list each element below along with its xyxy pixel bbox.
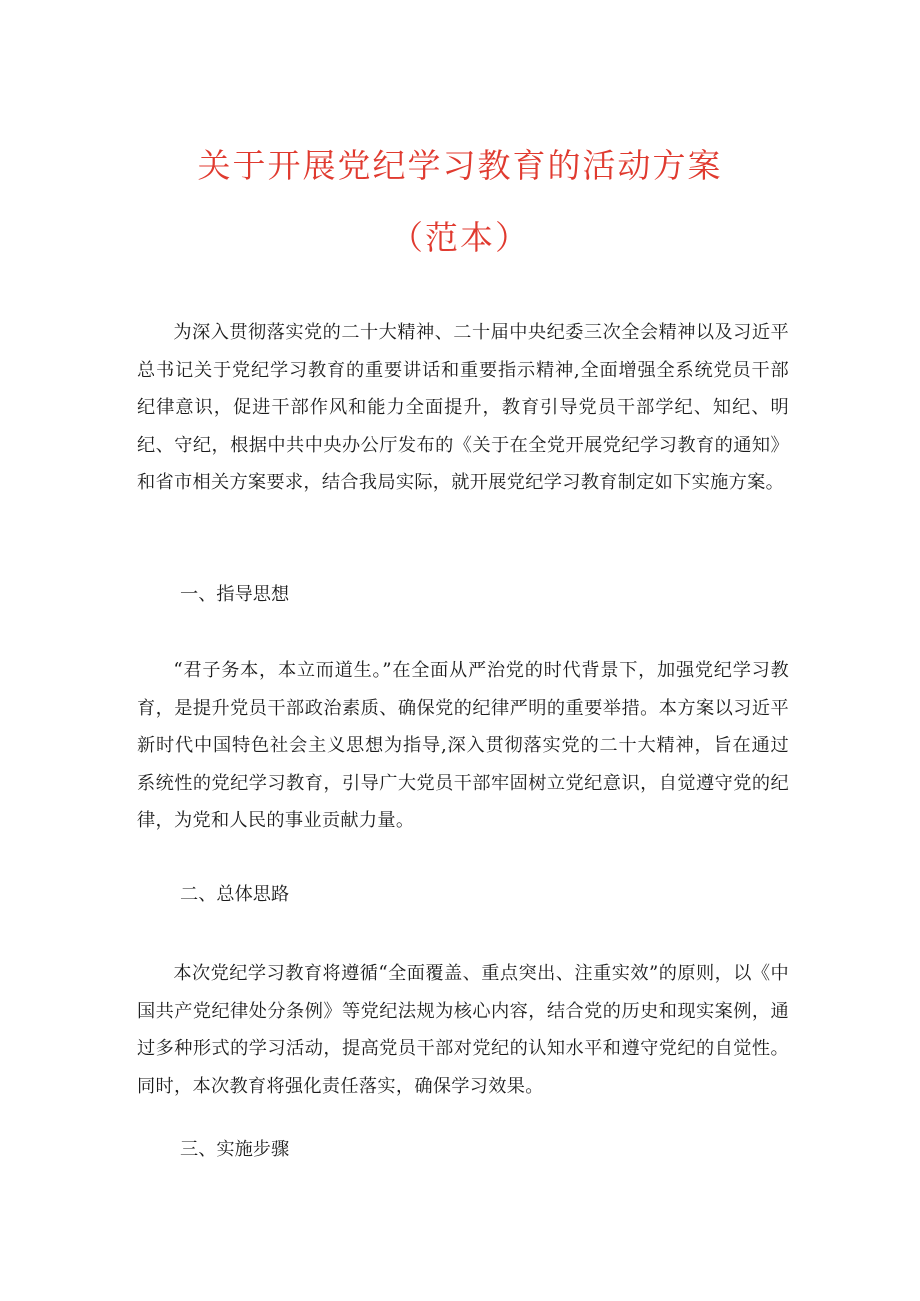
overall-approach-paragraph: 本次党纪学习教育将遵循“全面覆盖、重点突出、注重实效”的原则，以《中国共产党纪律处分条例》等党纪法规为核心内容，结合党的历史和现实案例，通过多种形式的学习活动，提高党员干部对党纪的认知水平和遵守党纪的自觉性。同时，本次教育将强化责任落实，确保学习效果。 [137,963,789,1097]
guiding-ideology-paragraph: “君子务本，本立而道生。”在全面从严治党的时代背景下，加强党纪学习教育，是提升党员干部政治素质、确保党的纪律严明的重要举措。本方案以习近平新时代中国特色社会主义思想为指导,深入贯彻落实党的二十大精神，旨在通过系统性的党纪学习教育，引导广大党员干部牢固树立党纪意识，自觉遵守党的纪律，为党和人民的事业贡献力量。 [137,660,789,832]
document-subtitle: （范本） [390,218,530,257]
section-heading-overall-approach: 二、总体思路 [180,884,290,905]
section-heading-guiding-ideology: 一、指导思想 [180,584,290,605]
section-heading-implementation-steps: 三、实施步骤 [180,1139,290,1160]
document-title: 关于开展党纪学习教育的活动方案 [197,146,723,185]
intro-paragraph: 为深入贯彻落实党的二十大精神、二十届中央纪委三次全会精神以及习近平总书记关于党纪学习教育的重要讲话和重要指示精神,全面增强全系统党员干部纪律意识，促进干部作风和能力全面提升，教育引导党员干部学纪、知纪、明纪、守纪，根据中共中央办公厅发布的《关于在全党开展党纪学习教育的通知》和省市相关方案要求，结合我局实际，就开展党纪学习教育制定如下实施方案。 [137,322,789,494]
